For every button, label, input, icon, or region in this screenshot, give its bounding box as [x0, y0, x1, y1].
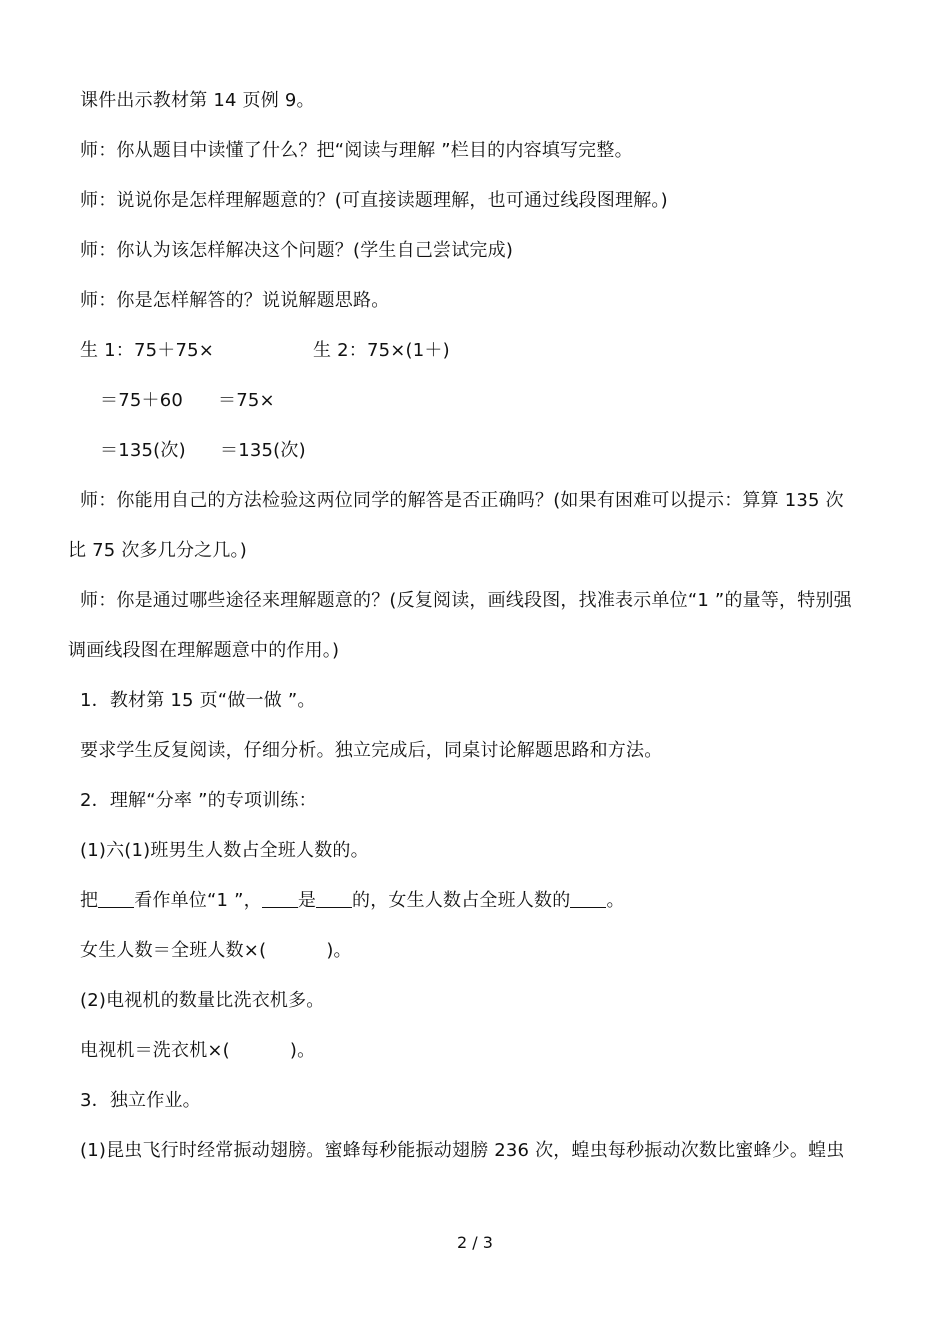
exercise-2-heading: 2．理解“分率 ”的专项训练：	[80, 790, 317, 811]
fill-in-text-shi: 是	[297, 890, 317, 911]
exercise-3-heading: 3．独立作业。	[80, 1090, 201, 1111]
paragraph-check-line-2: 比 75 次多几分之几。)	[68, 540, 247, 561]
page-number: 2 / 3	[457, 1233, 493, 1252]
exercise-2-item-1: (1)六(1)班男生人数占全班人数的。	[80, 840, 369, 861]
female-count-close: )。	[326, 940, 352, 961]
student-2-result: ＝135(次)	[220, 440, 306, 461]
fill-blank-2[interactable]	[262, 889, 298, 908]
female-count-text: 女生人数＝全班人数×(	[80, 940, 267, 961]
fill-blank-1[interactable]	[98, 889, 134, 908]
fill-in-line-unit	[80, 889, 625, 913]
fill-blank-4[interactable]	[570, 889, 606, 908]
fill-in-text-ba: 把	[80, 890, 99, 911]
paragraph-teacher-question-1: 师：你从题目中读懂了什么？把“阅读与理解 ”栏目的内容填写完整。	[80, 140, 633, 161]
student-2-equation: 生 2：75×(1＋)	[313, 340, 450, 361]
exercise-1-heading: 1．教材第 15 页“做一做 ”。	[80, 690, 316, 711]
exercise-2-item-2: (2)电视机的数量比洗衣机多。	[80, 990, 325, 1011]
tv-equation-close: )。	[289, 1040, 316, 1061]
paragraph-teacher-question-2: 师：说说你是怎样理解题意的？(可直接读题理解，也可通过线段图理解。)	[80, 190, 668, 211]
student-1-result: ＝135(次)	[100, 440, 186, 461]
exercise-3-item-1: (1)昆虫飞行时经常振动翅膀。蜜蜂每秒能振动翅膀 236 次，蝗虫每秒振动次数比蜜蜂少。蝗虫	[80, 1140, 845, 1161]
paragraph-intro: 课件出示教材第 14 页例 9。	[80, 90, 315, 111]
exercise-1-instructions: 要求学生反复阅读，仔细分析。独立完成后，同桌讨论解题思路和方法。	[80, 740, 663, 761]
fill-in-text-female-ratio: 的，女生人数占全班人数的	[352, 890, 571, 911]
paragraph-methods-line-1: 师：你是通过哪些途径来理解题意的？(反复阅读，画线段图，找准表示单位“1 ”的量等，特别强	[80, 590, 852, 611]
student-1-step-1: ＝75＋60	[100, 390, 184, 411]
student-2-step-1: ＝75×	[218, 390, 275, 411]
paragraph-check-line-1: 师：你能用自己的方法检验这两位同学的解答是否正确吗？(如果有困难可以提示：算算 135 次	[80, 490, 844, 511]
fill-in-text-unit: 看作单位“1 ”，	[134, 890, 262, 911]
student-1-equation: 生 1：75＋75×	[80, 340, 215, 361]
paragraph-teacher-question-4: 师：你是怎样解答的？说说解题思路。	[80, 290, 390, 311]
paragraph-methods-line-2: 调画线段图在理解题意中的作用。)	[68, 640, 340, 661]
female-count-equation	[80, 939, 352, 963]
tv-equation-text: 电视机＝洗衣机×(	[80, 1040, 230, 1061]
tv-equation	[80, 1039, 315, 1063]
paragraph-teacher-question-3: 师：你认为该怎样解决这个问题？(学生自己尝试完成)	[80, 240, 514, 261]
fill-in-text-period: 。	[606, 890, 625, 911]
fill-blank-3[interactable]	[316, 889, 352, 908]
